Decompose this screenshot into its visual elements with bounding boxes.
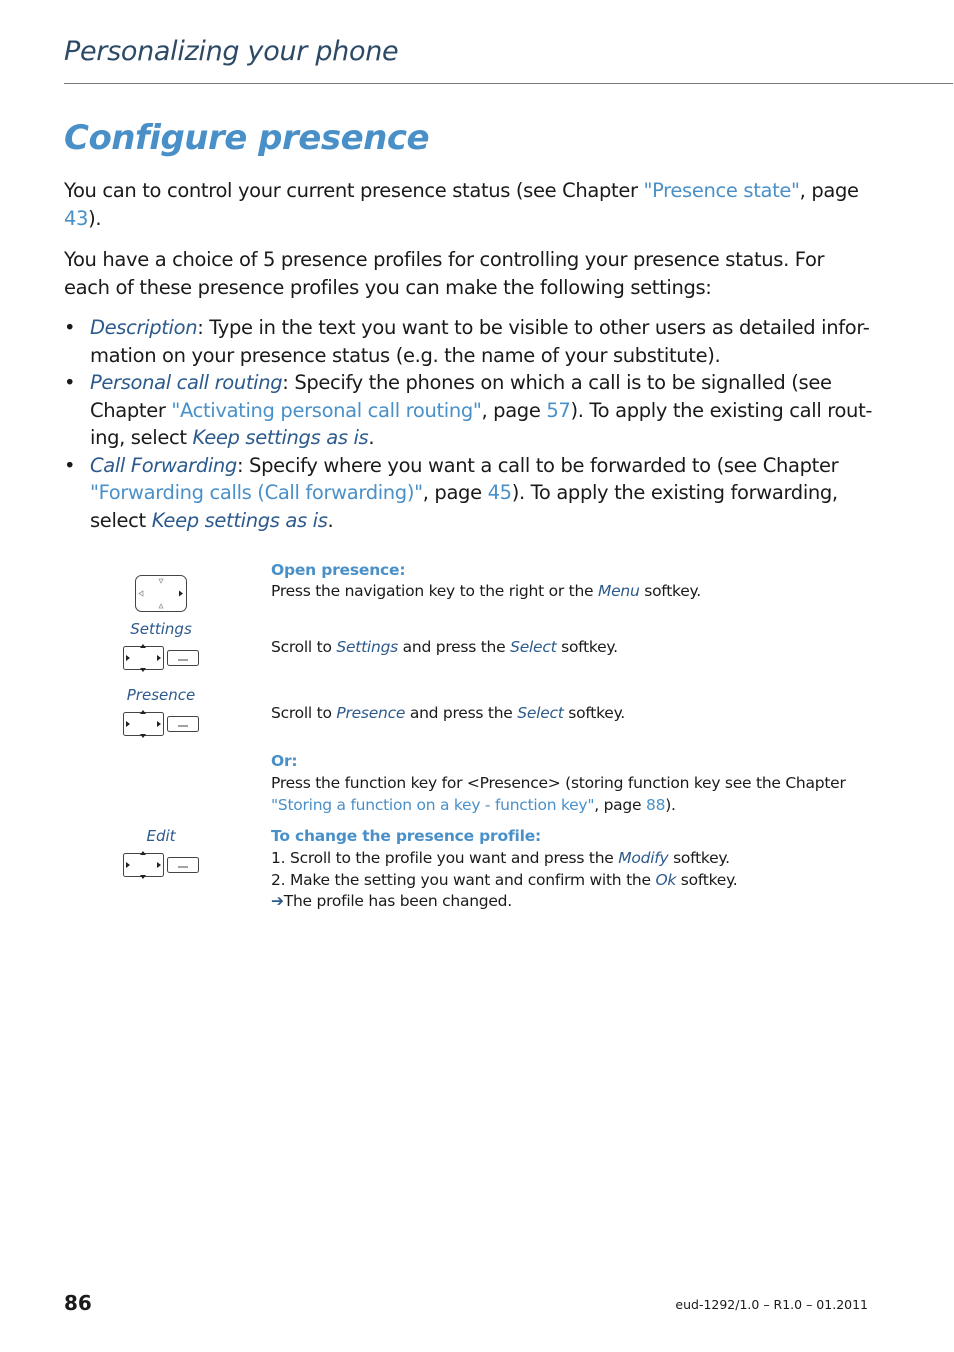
item-text: , page (422, 481, 488, 504)
step-text: Scroll to (271, 638, 337, 656)
chapter-link-personal-call-routing[interactable]: "Activating personal call routing" (171, 398, 482, 422)
step-heading-or: Or: (271, 752, 298, 770)
step-text: Scroll to (271, 704, 337, 722)
header-divider (64, 83, 953, 84)
softkey-select: Select (510, 638, 557, 656)
softkey-ok: Ok (655, 871, 677, 889)
running-header: Personalizing your phone (64, 36, 399, 67)
option-keep-settings: Keep settings as is (151, 508, 328, 532)
icon-caption-edit: Edit (146, 827, 176, 845)
step-result (271, 890, 512, 912)
step-number: 1. (271, 849, 286, 867)
item-text: ). To apply the existing forwarding, select (90, 481, 838, 532)
item-text: : Specify where you want a call to be forwarded to (see Chapter (236, 453, 839, 477)
step-or-text (271, 772, 871, 816)
softkey-modify: Modify (618, 849, 669, 867)
menu-presence: Presence (336, 704, 406, 722)
navigation-key-icon (135, 575, 187, 616)
step-text: and press the (397, 638, 511, 656)
bullet-dot: • (64, 371, 76, 394)
nav-softkey-icon (123, 710, 199, 742)
step-text: softkey. (668, 849, 730, 867)
softkey-menu: Menu (598, 582, 640, 600)
step-text: ). (665, 796, 676, 814)
bullet-dot: • (64, 316, 76, 339)
step-text: softkey. (563, 704, 625, 722)
page-link-88[interactable]: 88 (645, 796, 666, 814)
option-keep-settings: Keep settings as is (192, 426, 369, 449)
chapter-link-forwarding-calls[interactable]: "Forwarding calls (Call forwarding)" (90, 481, 423, 504)
page-link-43[interactable]: 43 (64, 206, 89, 230)
settings-list (64, 314, 874, 534)
list-item-personal-call-routing (64, 369, 874, 452)
item-text: . (368, 426, 375, 449)
page-title: Configure presence (64, 118, 430, 158)
step-text: Make the setting you want and confirm with the (290, 871, 656, 889)
menu-settings: Settings (336, 638, 398, 656)
intro-paragraph-1 (64, 177, 874, 232)
term-description: Description (90, 316, 198, 339)
item-text: , page (481, 398, 547, 422)
chapter-link-function-key[interactable]: "Storing a function on a key - function key" (271, 796, 595, 814)
term-call-forwarding: Call Forwarding (90, 453, 237, 477)
step-text: , page (594, 796, 646, 814)
list-item-description (64, 314, 874, 369)
step-heading-change-profile: To change the presence profile: (271, 827, 542, 845)
item-text: . (327, 508, 334, 532)
intro-paragraph-2: You have a choice of 5 presence profiles for controlling your presence status. For each of these presence profiles you can make the following settings: (64, 248, 825, 299)
result-arrow-icon: ➔ (271, 892, 284, 910)
intro-text: ). (88, 206, 102, 230)
step-text: Press the function key for <Presence> (storing function key see the Chapter (271, 774, 846, 792)
step-text: softkey. (676, 871, 738, 889)
result-text: The profile has been changed. (283, 892, 512, 910)
item-text: : Type in the text you want to be visible to other users as detailed infor-mation on your presence status (e.g. the name of your substitute). (90, 316, 870, 367)
item-text: : Specify the phones on which a call is to be signalled (see Chapter (90, 371, 832, 422)
bullet-dot: • (64, 453, 76, 477)
step-open-presence-text (271, 580, 701, 602)
step-text: softkey. (639, 582, 701, 600)
document-reference: eud-1292/1.0 – R1.0 – 01.2011 (675, 1297, 868, 1312)
page-number: 86 (64, 1291, 92, 1315)
chapter-link-presence-state[interactable]: "Presence state" (643, 179, 800, 202)
list-item-call-forwarding (64, 452, 874, 535)
softkey-select: Select (517, 704, 564, 722)
step-change-item-1 (271, 847, 730, 869)
intro-text: You can to control your current presence status (see Chapter (64, 179, 644, 202)
icon-caption-presence: Presence (126, 686, 196, 704)
intro-text: , page (799, 179, 859, 202)
term-personal-call-routing: Personal call routing (90, 371, 283, 394)
step-number: 2. (271, 871, 286, 889)
step-heading-open-presence: Open presence: (271, 561, 406, 579)
item-text: ). To apply the existing call rout-ing, select (90, 398, 873, 449)
step-change-item-2 (271, 869, 737, 891)
nav-softkey-icon (123, 644, 199, 676)
icon-caption-settings: Settings (130, 620, 192, 638)
page-link-45[interactable]: 45 (487, 481, 512, 504)
step-text: softkey. (556, 638, 618, 656)
step-presence-text (271, 702, 625, 724)
page-link-57[interactable]: 57 (546, 398, 571, 422)
step-text: and press the (405, 704, 518, 722)
step-settings-text (271, 636, 618, 658)
step-text: Scroll to the profile you want and press the (290, 849, 619, 867)
nav-softkey-icon (123, 851, 199, 883)
step-text: Press the navigation key to the right or the (271, 582, 598, 600)
